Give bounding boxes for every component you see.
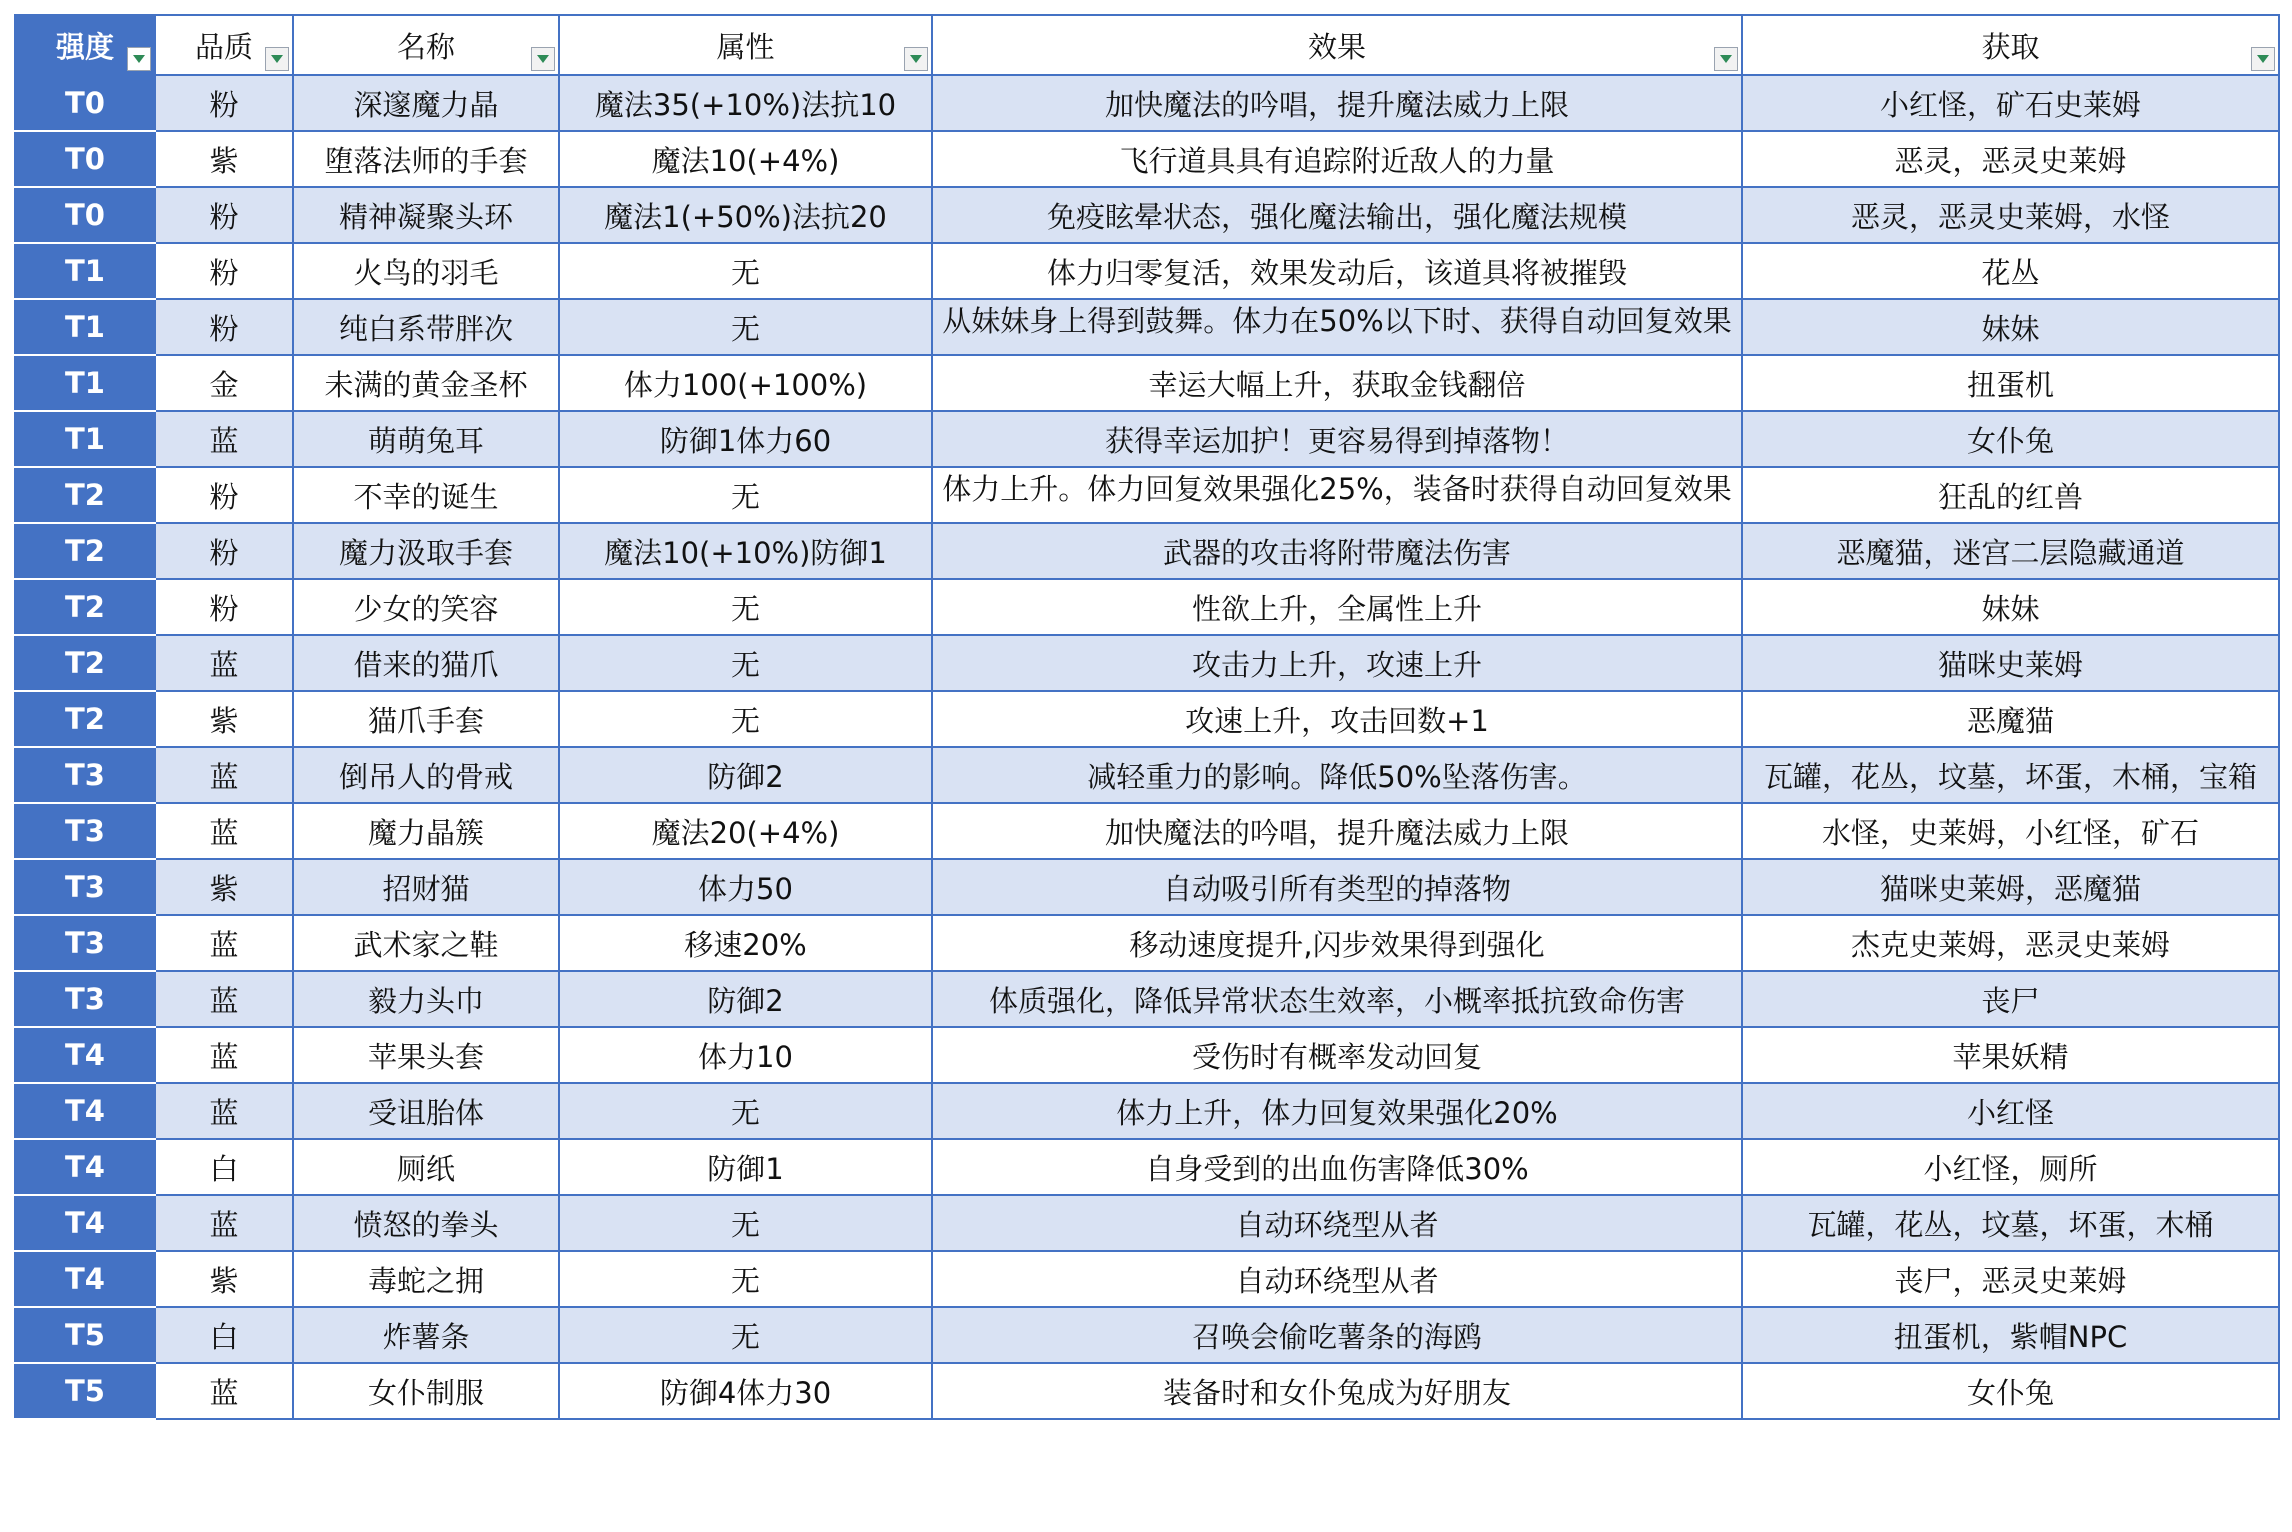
header-quality xyxy=(155,15,293,75)
dropdown-filter-icon xyxy=(1720,55,1732,63)
header-name xyxy=(293,15,559,75)
quality-cell[interactable]: 蓝 xyxy=(155,803,293,859)
table-row xyxy=(15,1251,2279,1307)
attribute-cell[interactable]: 防御1体力60 xyxy=(559,411,932,467)
source-cell[interactable]: 水怪，史莱姆，小红怪，矿石 xyxy=(1742,803,2279,859)
header-label: 属性 xyxy=(716,29,775,64)
filter-dropdown-button[interactable] xyxy=(531,47,555,71)
name-cell[interactable]: 女仆制服 xyxy=(293,1363,559,1419)
name-cell[interactable]: 纯白系带胖次 xyxy=(293,299,559,355)
filter-dropdown-button[interactable] xyxy=(265,47,289,71)
attribute-cell[interactable]: 魔法35(+10%)法抗10 xyxy=(559,75,932,131)
header-attribute xyxy=(559,15,932,75)
source-cell[interactable]: 花丛 xyxy=(1742,243,2279,299)
table-row xyxy=(15,523,2279,579)
effect-cell[interactable]: 加快魔法的吟唱，提升魔法威力上限 xyxy=(932,803,1742,859)
name-cell[interactable]: 借来的猫爪 xyxy=(293,635,559,691)
effect-cell[interactable]: 加快魔法的吟唱，提升魔法威力上限 xyxy=(932,75,1742,131)
table-row xyxy=(15,187,2279,243)
source-cell[interactable]: 妹妹 xyxy=(1742,579,2279,635)
effect-cell[interactable]: 自动环绕型从者 xyxy=(932,1195,1742,1251)
effect-cell[interactable]: 武器的攻击将附带魔法伤害 xyxy=(932,523,1742,579)
source-cell[interactable]: 小红怪，矿石史莱姆 xyxy=(1742,75,2279,131)
item-tier-table xyxy=(14,14,2280,1420)
effect-cell[interactable]: 免疫眩晕状态，强化魔法输出，强化魔法规模 xyxy=(932,187,1742,243)
attribute-cell[interactable]: 魔法1(+50%)法抗20 xyxy=(559,187,932,243)
name-cell[interactable]: 苹果头套 xyxy=(293,1027,559,1083)
tier-cell[interactable]: T3 xyxy=(15,971,155,1027)
quality-cell[interactable]: 白 xyxy=(155,1139,293,1195)
header-label: 品质 xyxy=(194,29,253,64)
header-row xyxy=(15,15,2279,75)
dropdown-filter-icon xyxy=(2257,55,2269,63)
effect-cell[interactable]: 装备时和女仆兔成为好朋友 xyxy=(932,1363,1742,1419)
table-row xyxy=(15,859,2279,915)
attribute-cell[interactable]: 魔法20(+4%) xyxy=(559,803,932,859)
table-row xyxy=(15,75,2279,131)
table-row xyxy=(15,1363,2279,1419)
quality-cell[interactable]: 蓝 xyxy=(155,1027,293,1083)
source-cell[interactable]: 恶灵，恶灵史莱姆 xyxy=(1742,131,2279,187)
attribute-cell[interactable]: 无 xyxy=(559,1195,932,1251)
source-cell[interactable]: 丧尸，恶灵史莱姆 xyxy=(1742,1251,2279,1307)
tier-cell[interactable]: T0 xyxy=(15,75,155,131)
name-cell[interactable]: 未满的黄金圣杯 xyxy=(293,355,559,411)
source-cell[interactable]: 女仆兔 xyxy=(1742,411,2279,467)
table-row xyxy=(15,635,2279,691)
table-row xyxy=(15,131,2279,187)
quality-cell[interactable]: 蓝 xyxy=(155,1363,293,1419)
source-cell[interactable]: 杰克史莱姆，恶灵史莱姆 xyxy=(1742,915,2279,971)
name-cell[interactable]: 精神凝聚头环 xyxy=(293,187,559,243)
attribute-cell[interactable]: 体力50 xyxy=(559,859,932,915)
dropdown-filter-icon xyxy=(271,55,283,63)
name-cell[interactable]: 堕落法师的手套 xyxy=(293,131,559,187)
tier-cell[interactable]: T0 xyxy=(15,187,155,243)
tier-cell[interactable]: T2 xyxy=(15,635,155,691)
name-cell[interactable]: 毅力头巾 xyxy=(293,971,559,1027)
source-cell[interactable]: 扭蛋机 xyxy=(1742,355,2279,411)
table-row xyxy=(15,411,2279,467)
name-cell[interactable]: 招财猫 xyxy=(293,859,559,915)
filter-dropdown-button[interactable] xyxy=(127,47,151,71)
filter-dropdown-button[interactable] xyxy=(2251,47,2275,71)
attribute-cell[interactable]: 魔法10(+4%) xyxy=(559,131,932,187)
attribute-cell[interactable]: 防御1 xyxy=(559,1139,932,1195)
header-source xyxy=(1742,15,2279,75)
attribute-cell[interactable]: 防御2 xyxy=(559,747,932,803)
quality-cell[interactable]: 粉 xyxy=(155,75,293,131)
quality-cell[interactable]: 紫 xyxy=(155,691,293,747)
quality-cell[interactable]: 蓝 xyxy=(155,1195,293,1251)
tier-cell[interactable]: T4 xyxy=(15,1195,155,1251)
tier-cell[interactable]: T1 xyxy=(15,355,155,411)
attribute-cell[interactable]: 无 xyxy=(559,579,932,635)
quality-cell[interactable]: 蓝 xyxy=(155,1083,293,1139)
quality-cell[interactable]: 蓝 xyxy=(155,747,293,803)
table-row xyxy=(15,971,2279,1027)
tier-cell[interactable]: T0 xyxy=(15,131,155,187)
dropdown-filter-icon xyxy=(910,55,922,63)
quality-cell[interactable]: 蓝 xyxy=(155,971,293,1027)
filter-dropdown-button[interactable] xyxy=(904,47,928,71)
attribute-cell[interactable]: 体力100(+100%) xyxy=(559,355,932,411)
attribute-cell[interactable]: 防御4体力30 xyxy=(559,1363,932,1419)
effect-cell[interactable]: 飞行道具具有追踪附近敌人的力量 xyxy=(932,131,1742,187)
effect-cell[interactable]: 减轻重力的影响。降低50%坠落伤害。 xyxy=(932,747,1742,803)
effect-cell[interactable]: 攻速上升，攻击回数+1 xyxy=(932,691,1742,747)
effect-cell[interactable]: 性欲上升，全属性上升 xyxy=(932,579,1742,635)
name-cell[interactable]: 少女的笑容 xyxy=(293,579,559,635)
source-cell[interactable]: 瓦罐，花丛，坟墓，坏蛋，木桶，宝箱 xyxy=(1742,747,2279,803)
source-cell[interactable]: 苹果妖精 xyxy=(1742,1027,2279,1083)
table-row xyxy=(15,1027,2279,1083)
tier-cell[interactable]: T1 xyxy=(15,243,155,299)
name-cell[interactable]: 炸薯条 xyxy=(293,1307,559,1363)
name-cell[interactable]: 武术家之鞋 xyxy=(293,915,559,971)
quality-cell[interactable]: 金 xyxy=(155,355,293,411)
source-cell[interactable]: 恶魔猫，迷宫二层隐藏通道 xyxy=(1742,523,2279,579)
tier-cell[interactable]: T3 xyxy=(15,747,155,803)
header-effect xyxy=(932,15,1742,75)
table-row xyxy=(15,803,2279,859)
table-row xyxy=(15,467,2279,523)
source-cell[interactable]: 瓦罐，花丛，坟墓，坏蛋，木桶 xyxy=(1742,1195,2279,1251)
table-row xyxy=(15,691,2279,747)
attribute-cell[interactable]: 体力10 xyxy=(559,1027,932,1083)
effect-cell[interactable]: 从妹妹身上得到鼓舞。体力在50%以下时、获得自动回复效果 xyxy=(932,299,1742,355)
name-cell[interactable]: 火鸟的羽毛 xyxy=(293,243,559,299)
tier-cell[interactable]: T2 xyxy=(15,691,155,747)
source-cell[interactable]: 小红怪，厕所 xyxy=(1742,1139,2279,1195)
table-row xyxy=(15,243,2279,299)
tier-cell[interactable]: T5 xyxy=(15,1307,155,1363)
quality-cell[interactable]: 粉 xyxy=(155,467,293,523)
effect-cell[interactable]: 自动环绕型从者 xyxy=(932,1251,1742,1307)
name-cell[interactable]: 受诅胎体 xyxy=(293,1083,559,1139)
quality-cell[interactable]: 粉 xyxy=(155,243,293,299)
source-cell[interactable]: 猫咪史莱姆 xyxy=(1742,635,2279,691)
tier-cell[interactable]: T3 xyxy=(15,915,155,971)
attribute-cell[interactable]: 防御2 xyxy=(559,971,932,1027)
name-cell[interactable]: 愤怒的拳头 xyxy=(293,1195,559,1251)
effect-cell[interactable]: 幸运大幅上升，获取金钱翻倍 xyxy=(932,355,1742,411)
effect-cell[interactable]: 受伤时有概率发动回复 xyxy=(932,1027,1742,1083)
name-cell[interactable]: 厕纸 xyxy=(293,1139,559,1195)
attribute-cell[interactable]: 无 xyxy=(559,635,932,691)
dropdown-filter-icon xyxy=(537,55,549,63)
name-cell[interactable]: 不幸的诞生 xyxy=(293,467,559,523)
source-cell[interactable]: 恶灵，恶灵史莱姆，水怪 xyxy=(1742,187,2279,243)
effect-cell[interactable]: 体力归零复活，效果发动后，该道具将被摧毁 xyxy=(932,243,1742,299)
tier-cell[interactable]: T2 xyxy=(15,579,155,635)
table-row xyxy=(15,355,2279,411)
tier-cell[interactable]: T2 xyxy=(15,523,155,579)
table-row xyxy=(15,1307,2279,1363)
name-cell[interactable]: 深邃魔力晶 xyxy=(293,75,559,131)
tier-cell[interactable]: T4 xyxy=(15,1027,155,1083)
table-row xyxy=(15,1139,2279,1195)
name-cell[interactable]: 猫爪手套 xyxy=(293,691,559,747)
quality-cell[interactable]: 紫 xyxy=(155,131,293,187)
effect-cell[interactable]: 体质强化，降低异常状态生效率，小概率抵抗致命伤害 xyxy=(932,971,1742,1027)
attribute-cell[interactable]: 魔法10(+10%)防御1 xyxy=(559,523,932,579)
effect-cell[interactable]: 召唤会偷吃薯条的海鸥 xyxy=(932,1307,1742,1363)
name-cell[interactable]: 毒蛇之拥 xyxy=(293,1251,559,1307)
effect-cell[interactable]: 体力上升，体力回复效果强化20% xyxy=(932,1083,1742,1139)
quality-cell[interactable]: 紫 xyxy=(155,859,293,915)
tier-cell[interactable]: T5 xyxy=(15,1363,155,1419)
quality-cell[interactable]: 粉 xyxy=(155,299,293,355)
quality-cell[interactable]: 蓝 xyxy=(155,411,293,467)
table-body xyxy=(15,75,2279,1419)
source-cell[interactable]: 狂乱的红兽 xyxy=(1742,467,2279,523)
attribute-cell[interactable]: 无 xyxy=(559,299,932,355)
table-row xyxy=(15,579,2279,635)
name-cell[interactable]: 萌萌兔耳 xyxy=(293,411,559,467)
tier-cell[interactable]: T3 xyxy=(15,803,155,859)
header-label: 名称 xyxy=(396,29,455,64)
source-cell[interactable]: 丧尸 xyxy=(1742,971,2279,1027)
source-cell[interactable]: 猫咪史莱姆，恶魔猫 xyxy=(1742,859,2279,915)
quality-cell[interactable]: 蓝 xyxy=(155,915,293,971)
table-row xyxy=(15,747,2279,803)
table-row xyxy=(15,299,2279,355)
tier-cell[interactable]: T3 xyxy=(15,859,155,915)
effect-cell[interactable]: 自身受到的出血伤害降低30% xyxy=(932,1139,1742,1195)
name-cell[interactable]: 魔力晶簇 xyxy=(293,803,559,859)
name-cell[interactable]: 倒吊人的骨戒 xyxy=(293,747,559,803)
attribute-cell[interactable]: 无 xyxy=(559,1251,932,1307)
attribute-cell[interactable]: 无 xyxy=(559,467,932,523)
name-cell[interactable]: 魔力汲取手套 xyxy=(293,523,559,579)
header-label: 强度 xyxy=(55,29,114,64)
quality-cell[interactable]: 白 xyxy=(155,1307,293,1363)
source-cell[interactable]: 小红怪 xyxy=(1742,1083,2279,1139)
source-cell[interactable]: 恶魔猫 xyxy=(1742,691,2279,747)
source-cell[interactable]: 扭蛋机，紫帽NPC xyxy=(1742,1307,2279,1363)
attribute-cell[interactable]: 无 xyxy=(559,243,932,299)
effect-cell[interactable]: 自动吸引所有类型的掉落物 xyxy=(932,859,1742,915)
tier-cell[interactable]: T1 xyxy=(15,411,155,467)
tier-cell[interactable]: T4 xyxy=(15,1139,155,1195)
header-strength xyxy=(15,15,155,75)
header-label: 效果 xyxy=(1307,29,1366,64)
source-cell[interactable]: 女仆兔 xyxy=(1742,1363,2279,1419)
header-label: 获取 xyxy=(1981,29,2040,64)
dropdown-filter-icon xyxy=(133,55,145,63)
attribute-cell[interactable]: 移速20% xyxy=(559,915,932,971)
quality-cell[interactable]: 蓝 xyxy=(155,635,293,691)
tier-cell[interactable]: T2 xyxy=(15,467,155,523)
tier-cell[interactable]: T4 xyxy=(15,1251,155,1307)
attribute-cell[interactable]: 无 xyxy=(559,691,932,747)
tier-cell[interactable]: T1 xyxy=(15,299,155,355)
table-row xyxy=(15,915,2279,971)
effect-cell[interactable]: 攻击力上升，攻速上升 xyxy=(932,635,1742,691)
attribute-cell[interactable]: 无 xyxy=(559,1083,932,1139)
quality-cell[interactable]: 粉 xyxy=(155,579,293,635)
quality-cell[interactable]: 粉 xyxy=(155,523,293,579)
effect-cell[interactable]: 获得幸运加护！更容易得到掉落物！ xyxy=(932,411,1742,467)
quality-cell[interactable]: 粉 xyxy=(155,187,293,243)
effect-cell[interactable]: 移动速度提升,闪步效果得到强化 xyxy=(932,915,1742,971)
effect-cell[interactable]: 体力上升。体力回复效果强化25%，装备时获得自动回复效果 xyxy=(932,467,1742,523)
table-row xyxy=(15,1195,2279,1251)
attribute-cell[interactable]: 无 xyxy=(559,1307,932,1363)
table-row xyxy=(15,1083,2279,1139)
source-cell[interactable]: 妹妹 xyxy=(1742,299,2279,355)
filter-dropdown-button[interactable] xyxy=(1714,47,1738,71)
quality-cell[interactable]: 紫 xyxy=(155,1251,293,1307)
tier-cell[interactable]: T4 xyxy=(15,1083,155,1139)
